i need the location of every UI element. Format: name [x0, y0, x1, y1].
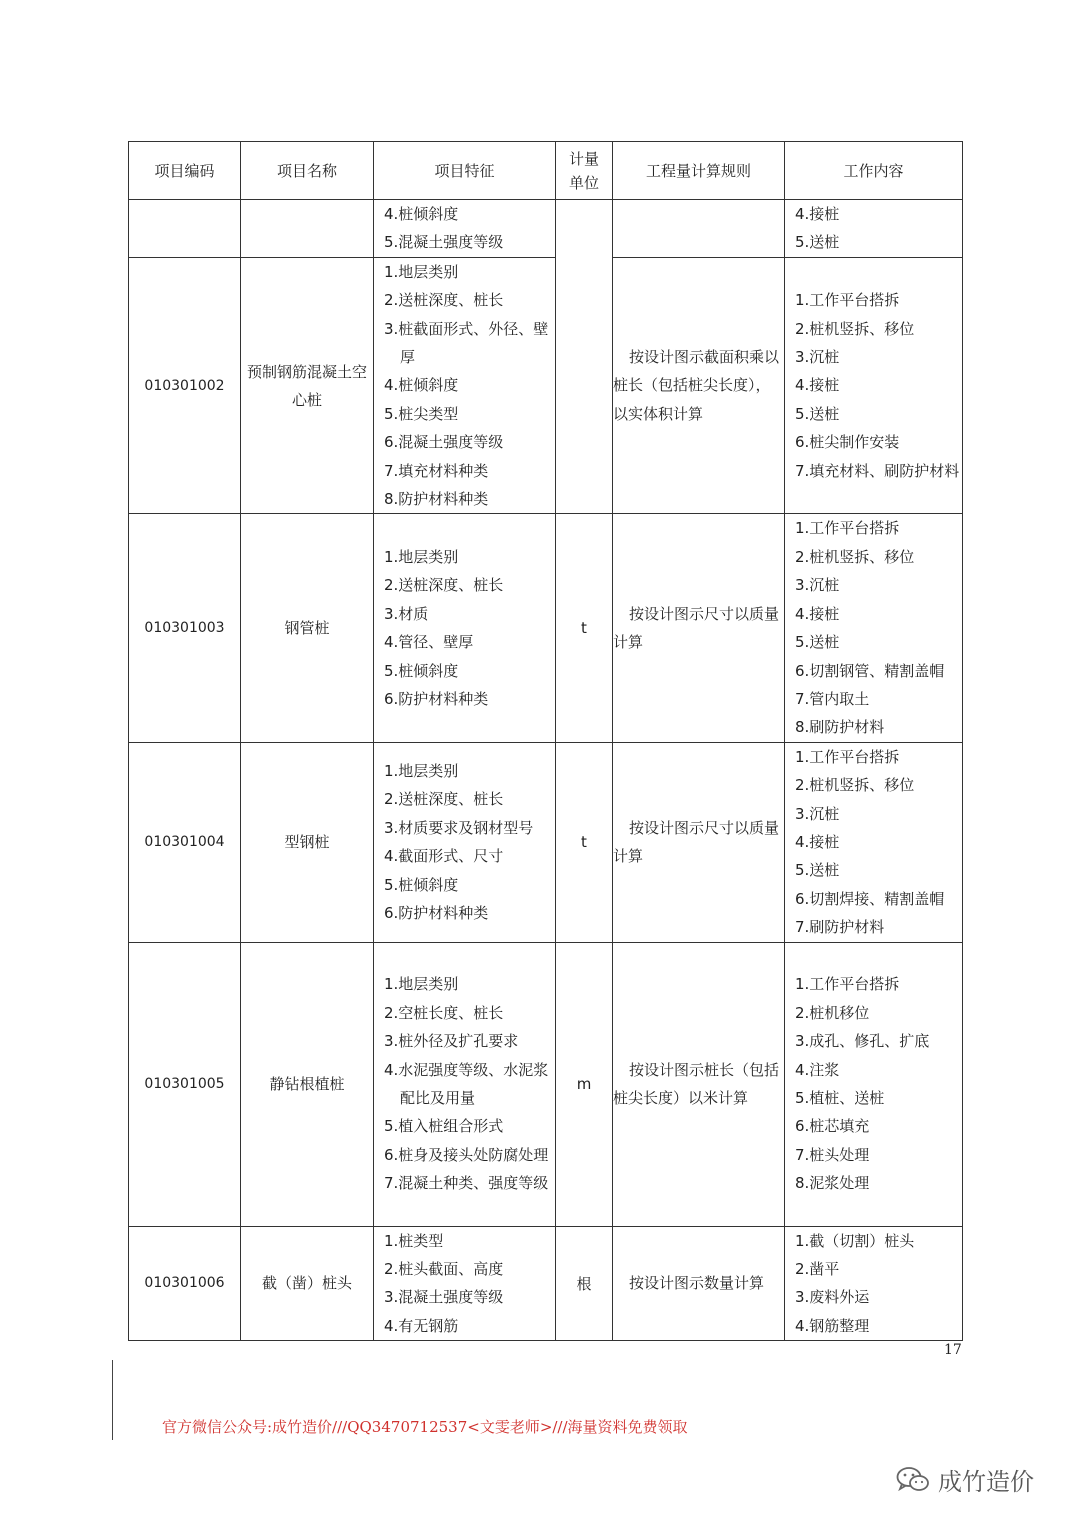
work-item: 6.桩芯填充 — [795, 1117, 870, 1136]
feature-item: 3.桩截面形式、外径、壁厚 — [384, 319, 549, 367]
feature-item: 3.桩外径及扩孔要求 — [384, 1032, 519, 1051]
work-item: 2.凿平 — [795, 1259, 840, 1278]
feature-item: 8.防护材料种类 — [384, 490, 489, 509]
work-item: 4.接桩 — [795, 832, 840, 851]
feature-item: 4.有无钢筋 — [384, 1316, 459, 1335]
feature-item: 2.空桩长度、桩长 — [384, 1003, 504, 1022]
cell-name: 静钻根植桩 — [241, 942, 374, 1226]
margin-divider — [112, 1360, 113, 1440]
work-item: 1.工作平台搭拆 — [795, 291, 900, 310]
cell-features — [374, 1226, 556, 1341]
header-unit: 计量单位 — [556, 142, 613, 200]
feature-item: 5.桩倾斜度 — [384, 661, 459, 680]
work-item: 7.刷防护材料 — [795, 918, 885, 937]
feature-item: 1.地层类别 — [384, 547, 459, 566]
work-item: 8.刷防护材料 — [795, 718, 885, 737]
cell-unit — [556, 200, 613, 514]
work-item: 4.接桩 — [795, 205, 840, 223]
work-item: 3.废料外运 — [795, 1288, 870, 1307]
cell-work — [785, 514, 963, 742]
feature-item: 7.混凝土种类、强度等级 — [384, 1174, 549, 1193]
work-item: 2.桩机竖拆、移位 — [795, 319, 915, 338]
cell-features — [374, 200, 556, 258]
feature-item: 2.送桩深度、桩长 — [384, 576, 504, 595]
feature-item: 3.材质 — [384, 604, 429, 623]
feature-item: 7.填充材料种类 — [384, 461, 489, 480]
cell-features — [374, 514, 556, 742]
cell-unit: t — [556, 742, 613, 942]
feature-item: 4.管径、壁厚 — [384, 633, 474, 652]
feature-item: 5.混凝土强度等级 — [384, 233, 504, 252]
cell-rule: 按设计图示数量计算 — [613, 1226, 785, 1341]
page-number: 17 — [944, 1342, 962, 1358]
header-work: 工作内容 — [785, 142, 963, 200]
header-code: 项目编码 — [129, 142, 241, 200]
work-item: 1.工作平台搭拆 — [795, 519, 900, 538]
work-item: 8.泥浆处理 — [795, 1174, 870, 1193]
work-item: 2.桩机移位 — [795, 1003, 870, 1022]
table-row — [129, 200, 963, 258]
feature-item: 3.材质要求及钢材型号 — [384, 818, 534, 837]
feature-item: 4.水泥强度等级、水泥浆配比及用量 — [384, 1060, 549, 1108]
cell-work — [785, 257, 963, 514]
cell-code: 010301003 — [129, 514, 241, 742]
cell-name: 预制钢筋混凝土空心桩 — [241, 257, 374, 514]
work-item: 6.切割钢管、精割盖帽 — [795, 661, 945, 680]
cell-features — [374, 742, 556, 942]
feature-item: 6.混凝土强度等级 — [384, 433, 504, 452]
brand-name: 成竹造价 — [938, 1468, 1034, 1496]
work-item: 1.工作平台搭拆 — [795, 747, 900, 766]
feature-item: 4.桩倾斜度 — [384, 376, 459, 395]
header-rule: 工程量计算规则 — [613, 142, 785, 200]
work-item: 4.钢筋整理 — [795, 1316, 870, 1335]
work-item: 1.截（切割）桩头 — [795, 1231, 915, 1250]
work-item: 3.沉桩 — [795, 804, 840, 823]
table-header-row — [129, 142, 963, 200]
cell-code — [129, 200, 241, 258]
cell-code: 010301004 — [129, 742, 241, 942]
bill-of-quantities-table — [128, 141, 963, 1341]
feature-item: 3.混凝土强度等级 — [384, 1288, 504, 1307]
header-name: 项目名称 — [241, 142, 374, 200]
feature-item: 6.防护材料种类 — [384, 689, 489, 708]
work-item: 6.桩尖制作安装 — [795, 433, 900, 452]
cell-code: 010301006 — [129, 1226, 241, 1341]
work-item: 5.送桩 — [795, 861, 840, 880]
cell-rule: 按设计图示尺寸以质量计算 — [613, 514, 785, 742]
work-item: 7.桩头处理 — [795, 1145, 870, 1164]
feature-item: 2.送桩深度、桩长 — [384, 291, 504, 310]
work-item: 3.成孔、修孔、扩底 — [795, 1032, 930, 1051]
cell-unit: t — [556, 514, 613, 742]
feature-item: 4.截面形式、尺寸 — [384, 847, 504, 866]
cell-rule: 按设计图示截面积乘以桩长（包括桩尖长度），以实体积计算 — [613, 257, 785, 514]
work-item: 6.切割焊接、精割盖帽 — [795, 889, 945, 908]
cell-code: 010301002 — [129, 257, 241, 514]
work-item: 5.植桩、送桩 — [795, 1089, 885, 1108]
feature-item: 1.地层类别 — [384, 761, 459, 780]
work-item: 2.桩机竖拆、移位 — [795, 776, 915, 795]
feature-item: 1.桩类型 — [384, 1231, 444, 1250]
cell-name: 型钢桩 — [241, 742, 374, 942]
header-features: 项目特征 — [374, 142, 556, 200]
cell-work — [785, 742, 963, 942]
feature-item: 4.桩倾斜度 — [384, 205, 459, 223]
work-item: 7.填充材料、刷防护材料 — [795, 461, 960, 480]
cell-rule — [613, 200, 785, 258]
cell-work — [785, 1226, 963, 1341]
wechat-icon — [896, 1466, 930, 1494]
feature-item: 2.桩头截面、高度 — [384, 1259, 504, 1278]
cell-name: 截（凿）桩头 — [241, 1226, 374, 1341]
work-item: 3.沉桩 — [795, 576, 840, 595]
feature-item: 1.地层类别 — [384, 975, 459, 994]
work-item: 3.沉桩 — [795, 348, 840, 367]
cell-unit: m — [556, 942, 613, 1226]
table-row — [129, 257, 963, 514]
table-row — [129, 742, 963, 942]
cell-name: 钢管桩 — [241, 514, 374, 742]
cell-work — [785, 942, 963, 1226]
work-item: 1.工作平台搭拆 — [795, 975, 900, 994]
work-item: 5.送桩 — [795, 633, 840, 652]
table-row — [129, 942, 963, 1226]
cell-features — [374, 257, 556, 514]
feature-item: 5.桩倾斜度 — [384, 875, 459, 894]
table-row — [129, 514, 963, 742]
cell-code: 010301005 — [129, 942, 241, 1226]
feature-item: 5.植入桩组合形式 — [384, 1117, 504, 1136]
work-item: 4.接桩 — [795, 376, 840, 395]
cell-work — [785, 200, 963, 258]
feature-item: 6.防护材料种类 — [384, 903, 489, 922]
feature-item: 5.桩尖类型 — [384, 404, 459, 423]
feature-item: 2.送桩深度、桩长 — [384, 790, 504, 809]
work-item: 5.送桩 — [795, 404, 840, 423]
cell-name — [241, 200, 374, 258]
cell-rule: 按设计图示尺寸以质量计算 — [613, 742, 785, 942]
cell-rule: 按设计图示桩长（包括桩尖长度）以米计算 — [613, 942, 785, 1226]
feature-item: 1.地层类别 — [384, 262, 459, 281]
cell-features — [374, 942, 556, 1226]
work-item: 4.注浆 — [795, 1060, 840, 1079]
footer-promo-text: 官方微信公众号:成竹造价///QQ3470712537<文雯老师>///海量资料免费领取 — [162, 1418, 688, 1436]
work-item: 7.管内取土 — [795, 689, 870, 708]
work-item: 4.接桩 — [795, 604, 840, 623]
cell-unit: 根 — [556, 1226, 613, 1341]
work-item: 2.桩机竖拆、移位 — [795, 547, 915, 566]
feature-item: 6.桩身及接头处防腐处理 — [384, 1145, 549, 1164]
brand-watermark — [896, 1462, 1034, 1497]
work-item: 5.送桩 — [795, 233, 840, 252]
table-row — [129, 1226, 963, 1341]
